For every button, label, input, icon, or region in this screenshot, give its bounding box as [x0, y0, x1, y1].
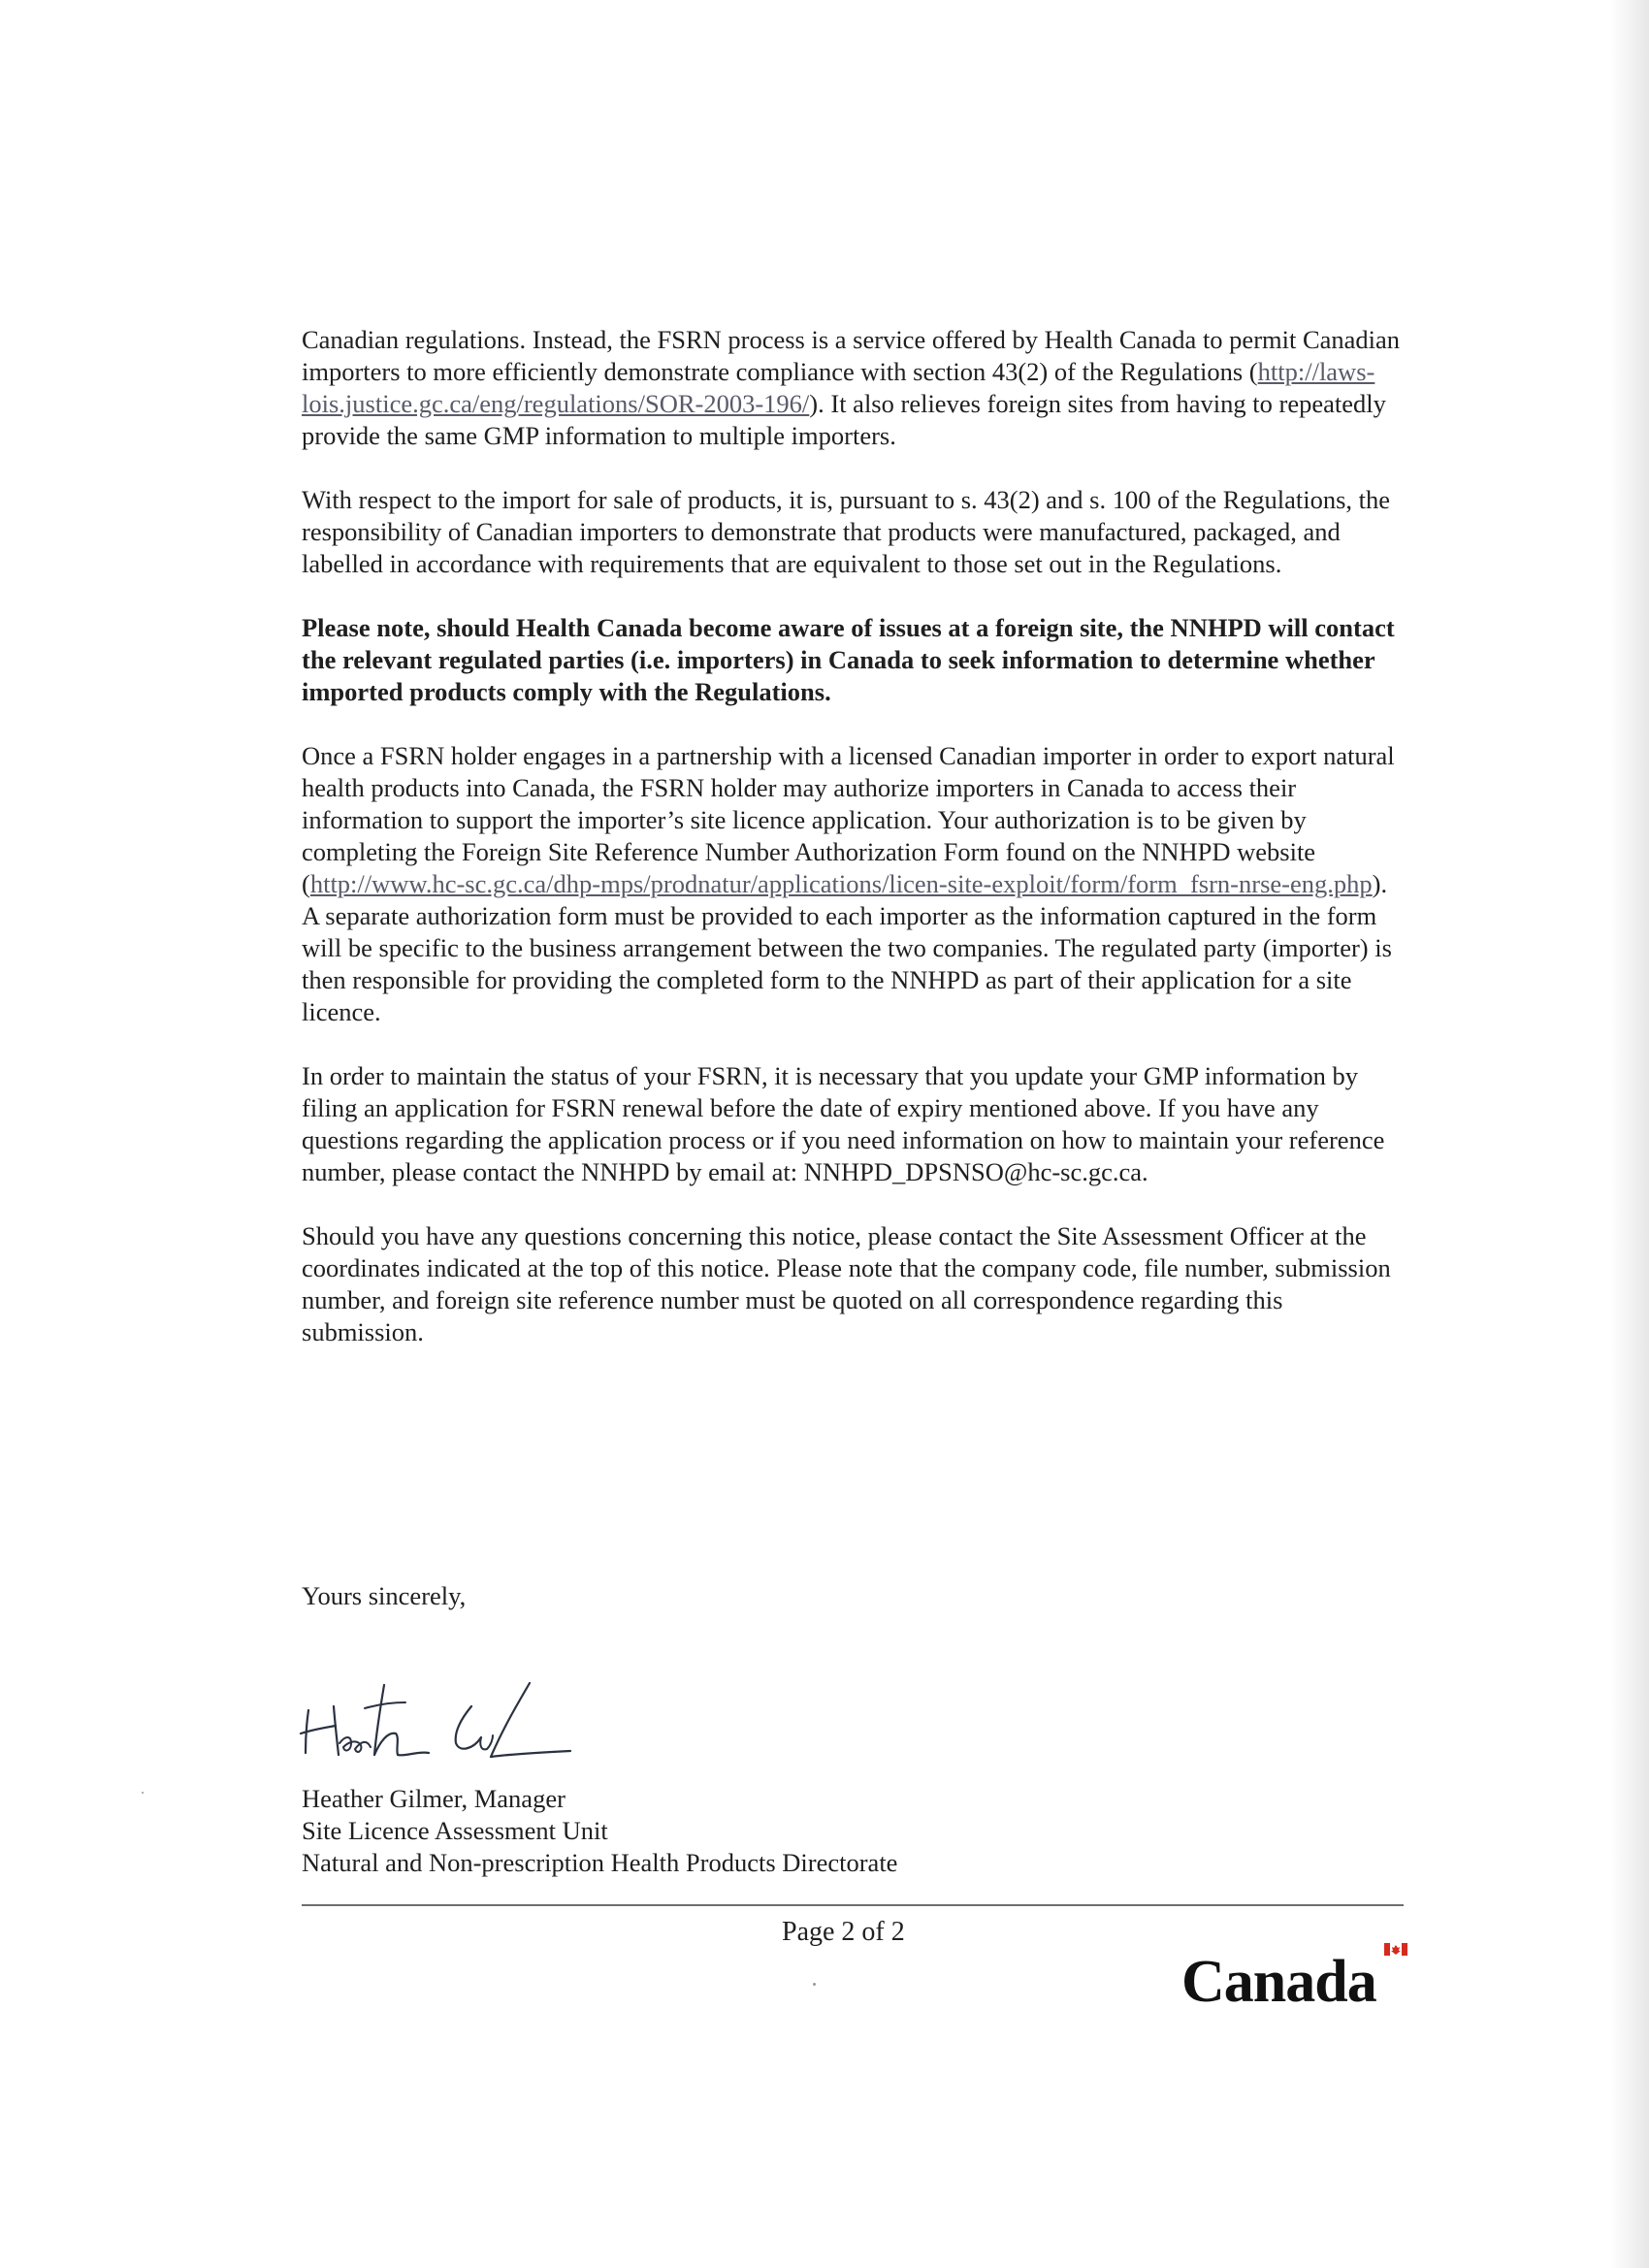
paragraph-text: In order to maintain the status of your FSRN, it is necessary that you update your GMP information by filing an application for FSRN renewal before the date of expiry mentioned above. If you have any questions regarding the application process or if you need information on how to maintain your reference number, please contact the NNHPD by email at: NNHPD_DPSNSO@hc-sc.gc.ca. [302, 1061, 1385, 1186]
closing-salutation: Yours sincerely, [302, 1581, 467, 1610]
canada-flag-icon [1384, 1943, 1407, 1956]
letter-body [302, 324, 1407, 1380]
footer-divider [302, 1904, 1404, 1906]
handwritten-signature [291, 1664, 601, 1775]
paragraph-text: Canadian regulations. Instead, the FSRN process is a service offered by Health Canada to permit Canadian importers to more efficiently demonstrate compliance with section 43(2) of the Regulations ( [302, 325, 1401, 386]
paragraph-text: ). It also relieves foreign sites from having to repeatedly provide the same GMP information to multiple importers. [302, 389, 1386, 450]
scan-speck [142, 1792, 144, 1794]
letter-paragraph-p1 [302, 324, 1407, 452]
paragraph-text: Please note, should Health Canada become aware of issues at a foreign site, the NNHPD will contact the relevant regulated parties (i.e. importers) in Canada to seek information to determine whether imported products comply with the Regulations. [302, 613, 1395, 706]
signatory-block [302, 1783, 897, 1879]
letter-paragraph-p3 [302, 612, 1407, 708]
paragraph-text: ). A separate authorization form must be provided to each importer as the information captured in the form will be specific to the business arrangement between the two companies. The regulated party (importer) is then responsible for providing the completed form to the NNHPD as part of their application for a site licence. [302, 869, 1392, 1026]
letter-paragraph-p2 [302, 484, 1407, 580]
canada-wordmark-logo [1180, 1943, 1412, 2013]
svg-text:Canada: Canada [1181, 1949, 1376, 2013]
letter-paragraph-p6 [302, 1220, 1407, 1348]
signatory-unit: Site Licence Assessment Unit [302, 1816, 608, 1845]
signatory-name-title: Heather Gilmer, Manager [302, 1784, 566, 1813]
paragraph-text: Should you have any questions concerning this notice, please contact the Site Assessment Officer at the coordinates indicated at the top of this notice. Please note that the company code, file number, submission number, and foreign site reference number must be quoted on all correspondence regarding this submission. [302, 1221, 1391, 1346]
scan-shadow-edge [1610, 0, 1649, 2268]
signatory-directorate: Natural and Non-prescription Health Products Directorate [302, 1848, 898, 1877]
paragraph-text: With respect to the import for sale of products, it is, pursuant to s. 43(2) and s. 100 of the Regulations, the responsibility of Canadian importers to demonstrate that products were manufactured, packaged, and labelled in accordance with requirements that are equivalent to those set out in the Regulations. [302, 485, 1391, 578]
url-link[interactable]: http://www.hc-sc.gc.ca/dhp-mps/prodnatur/applications/licen-site-exploit/form/form_fsrn-nrse-eng.php [309, 869, 1373, 898]
page-number: Page 2 of 2 [782, 1917, 905, 1947]
letter-paragraph-p4 [302, 740, 1407, 1028]
paragraph-text: Once a FSRN holder engages in a partnership with a licensed Canadian importer in order to export natural health products into Canada, the FSRN holder may authorize importers in Canada to access their information to support the importer’s site licence application. Your authorization is to be given by completing the Foreign Site Reference Number Authorization Form found on the NNHPD website ( [302, 741, 1395, 898]
scan-speck [813, 1983, 816, 1986]
letter-paragraph-p5 [302, 1060, 1407, 1188]
url-link[interactable]: http://laws-lois.justice.gc.ca/eng/regulations/SOR-2003-196/ [302, 357, 1375, 418]
